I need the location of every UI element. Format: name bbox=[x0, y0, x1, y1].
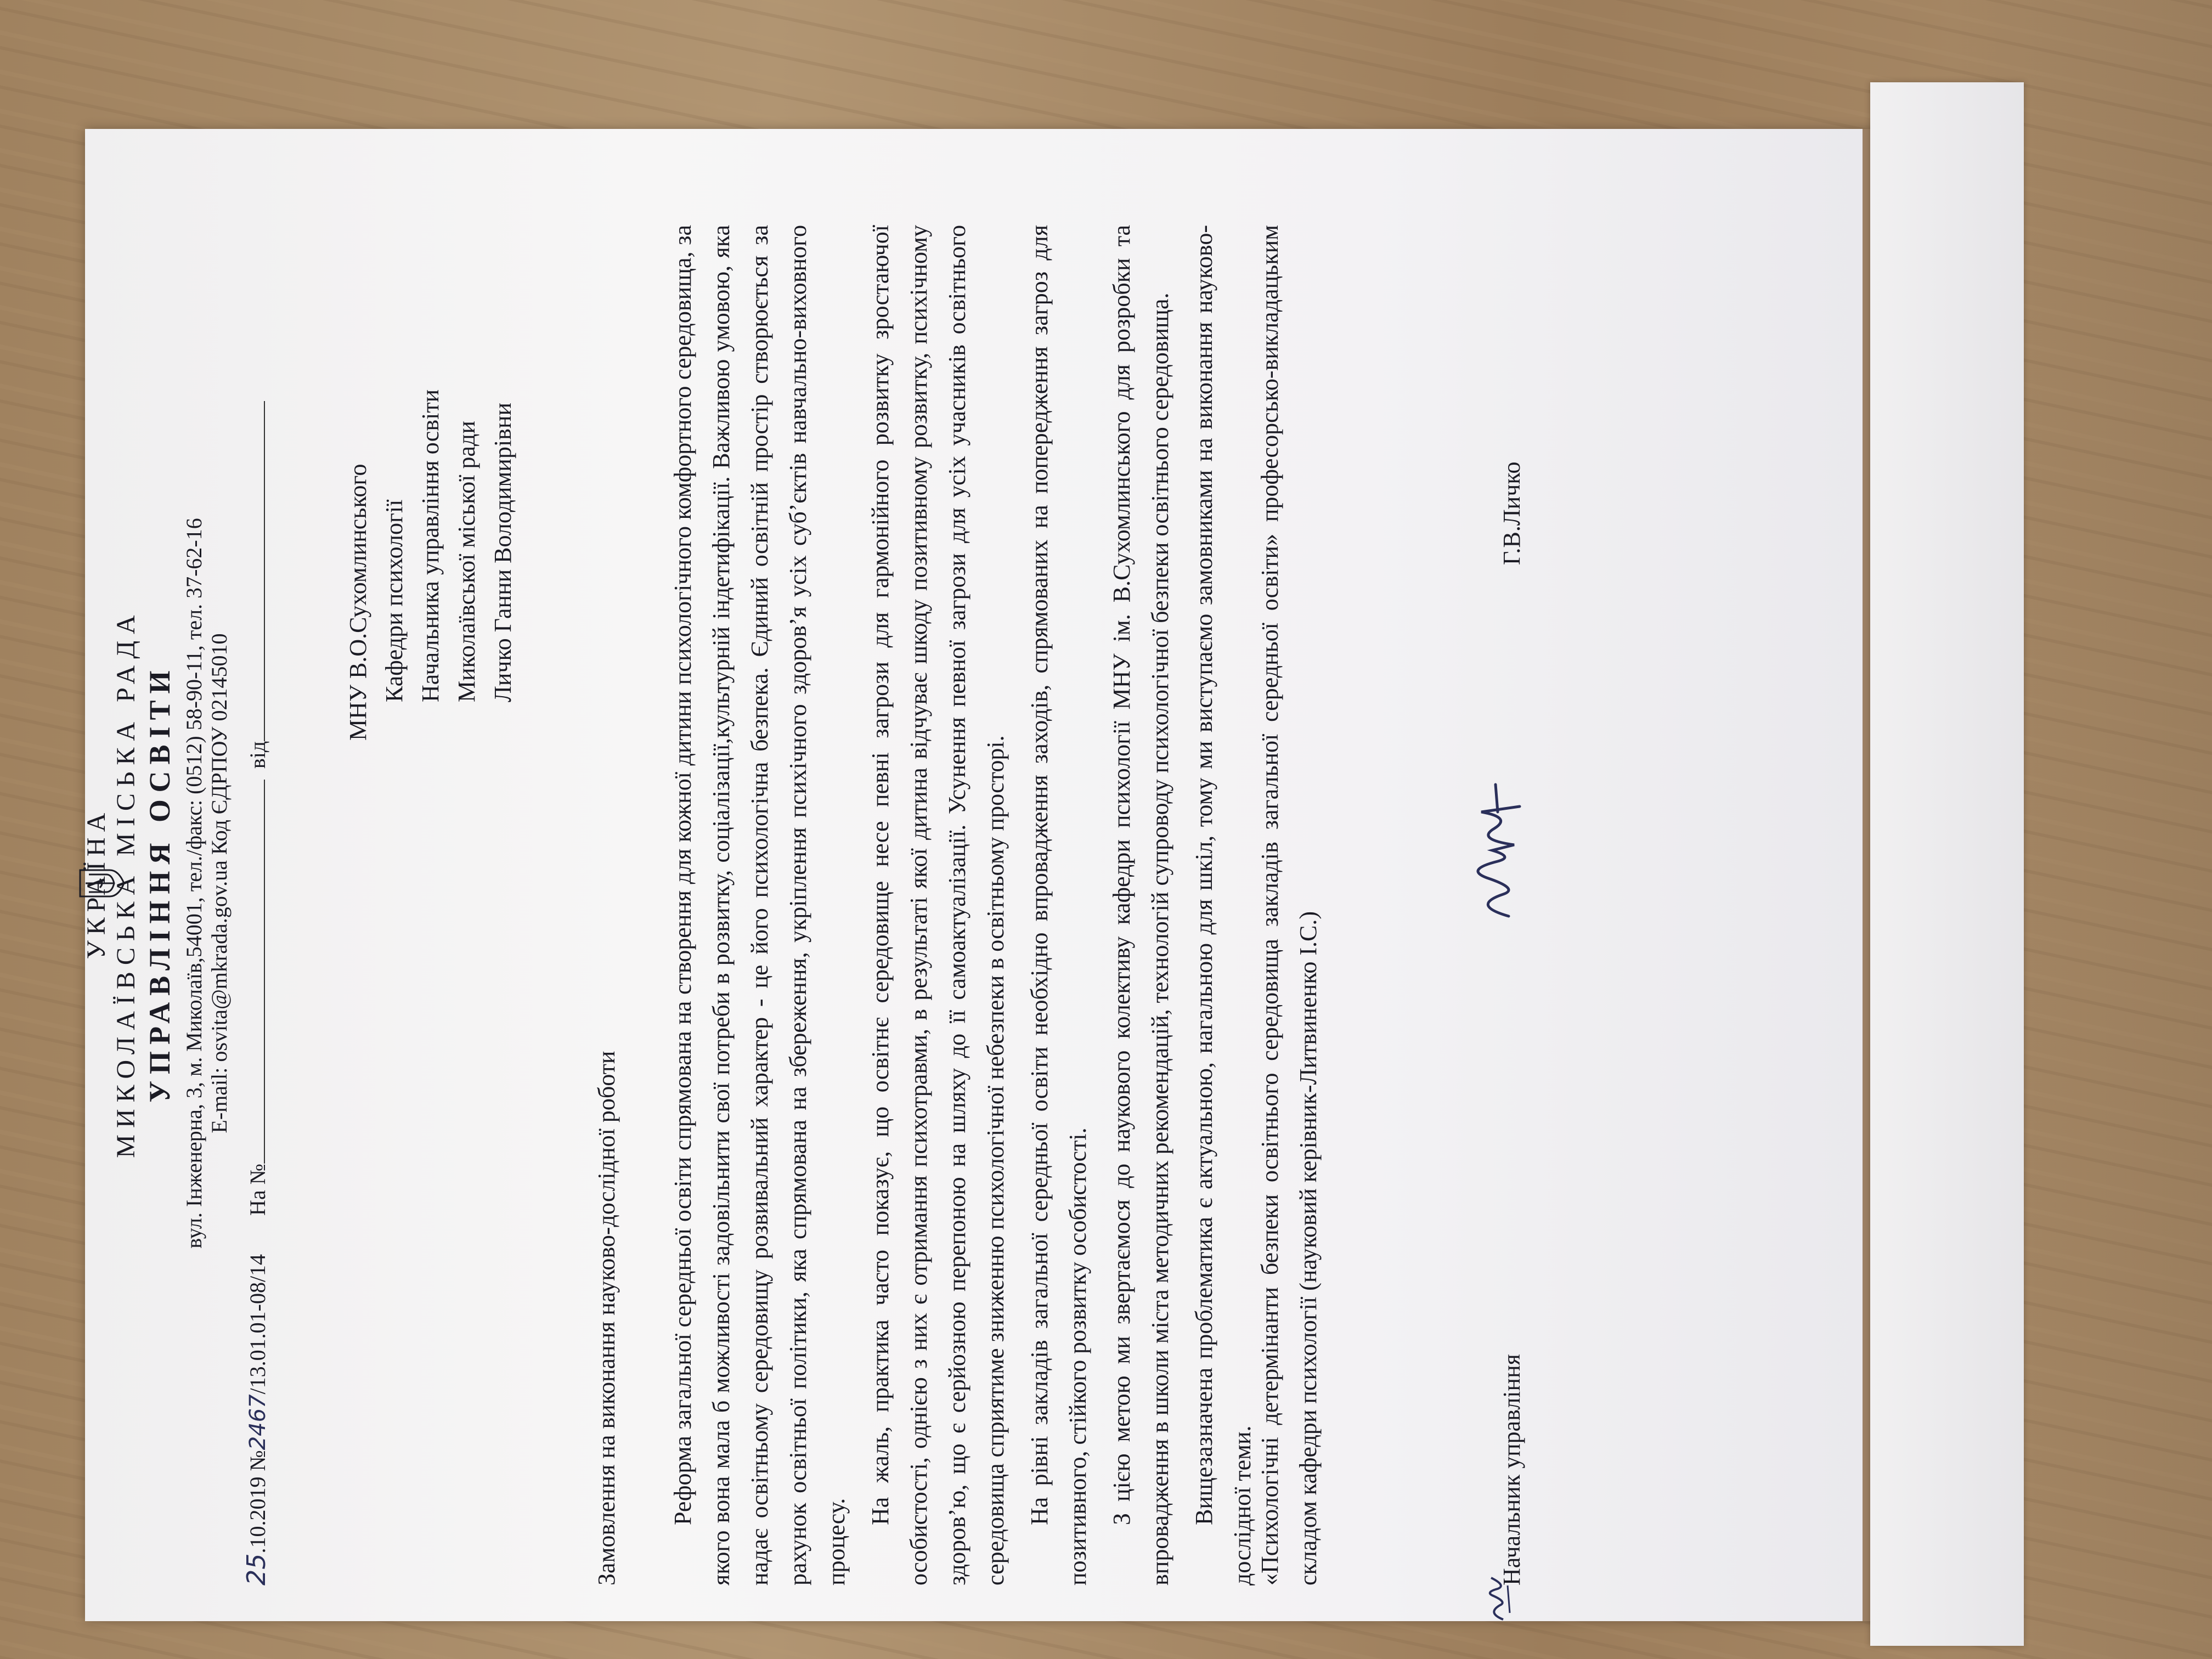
body-paragraph: На жаль, практика часто показує, що освітнє середовище несе певні загрози для гармонійного розвитку зростаючої особистості, однією з них є отримання психотравми, в результаті якої дитина відчуває шкоду позитивному розвитку, психічному здоров’ю, що є серйозною перепоною на шляху до її самоактуалізації. Усунення певної загрози для усіх учасників освітнього середовища сприятиме зниженню психологічної небезпеки в освітньому просторі. bbox=[867, 225, 1009, 1585]
letter bbox=[77, 126, 1953, 1640]
reference-line bbox=[241, 159, 271, 1585]
letterhead-contacts: E-mail: osvita@mkrada.gov.ua Код ЄДРПОУ 02145010 bbox=[207, 633, 232, 1133]
recipient-line: МНУ В.О.Сухомлинського bbox=[345, 464, 371, 741]
signatory-name: Г.В.Личко bbox=[1498, 461, 1525, 565]
handwritten-date-day: 25 bbox=[241, 1553, 271, 1585]
recipient-line: Начальника управління освіти bbox=[417, 389, 444, 702]
letterhead-address: вул. Інженерна, 3, м. Миколаїв,54001, тел./факс: (0512) 58-90-11, тел. 37-62-16 bbox=[182, 518, 206, 1249]
incoming-number-label: На № bbox=[245, 1164, 270, 1216]
incoming-date-blank bbox=[245, 401, 265, 741]
incoming-number-blank bbox=[245, 780, 265, 1164]
incoming-date-label: від bbox=[245, 741, 270, 769]
letterhead-country: УКРАЇНА bbox=[82, 807, 111, 960]
body-paragraph: Реформа загальної середньої освіти спрямована на створення для кожної дитини психологічного комфортного середовища, за якого вона мала б можливості задовільнити свої потреби в розвитку, соціалізації,культурній індетифікації. Важливою умовою, яка надає освітньому середовищу розвивальний характер - це його психологічна безпека. Єдиний освітній простір створюється за рахунок освітньої політики, яка спрямована на збереження, укріплення психічного здоров’я усіх суб’єктів навчально-виховного процесу. bbox=[669, 225, 850, 1585]
signatory-title: Начальник управління bbox=[1498, 1354, 1525, 1585]
research-theme: «Психологічні детермінанти безпеки освітнього середовища закладів загальної середньої освіти» професорсько-викладацьким складом кафедри психології (науковий керівник-Литвиненко І.С.) bbox=[1256, 225, 1322, 1585]
handwritten-outgoing-number: 2467 bbox=[245, 1394, 270, 1451]
recipient-line: Личко Ганни Володимирівни bbox=[489, 402, 516, 702]
letterhead-council: МИКОЛАЇВСЬКА МІСЬКА РАДА bbox=[111, 608, 140, 1158]
body-paragraph: З цією метою ми звертаємося до наукового колективу кафедри психології МНУ ім. В.Сухомлинського для розробки та впровадження в школи міста методичних рекомендацій, технологій супроводу психологічної безпеки освітнього середовища. bbox=[1108, 225, 1173, 1585]
outgoing-number-suffix: /13.01.01-08/14 bbox=[245, 1254, 270, 1395]
handwritten-signature-icon bbox=[1459, 779, 1536, 922]
recipient-line: Миколаївської міської ради bbox=[453, 421, 480, 702]
letterhead-department: УПРАВЛІННЯ ОСВІТИ bbox=[143, 664, 176, 1103]
letter-subject: Замовлення на виконання науково-дослідної роботи bbox=[593, 1051, 620, 1585]
outgoing-date: .10.2019 № bbox=[245, 1450, 270, 1554]
recipient-block bbox=[340, 192, 521, 741]
body-paragraph: Вищезазначена проблематика є актуальною, нагальною для шкіл, тому ми виступаємо замовниками на виконання науково-дослідної теми. bbox=[1190, 225, 1256, 1585]
recipient-line: Кафедри психології bbox=[381, 499, 408, 702]
letter-body bbox=[664, 225, 1262, 1585]
body-paragraph: На рівні закладів загальної середньої освіти необхідно впровадження заходів, спрямованих на попередження загроз для позитивного, стійкого розвитку особистості. bbox=[1026, 225, 1091, 1585]
